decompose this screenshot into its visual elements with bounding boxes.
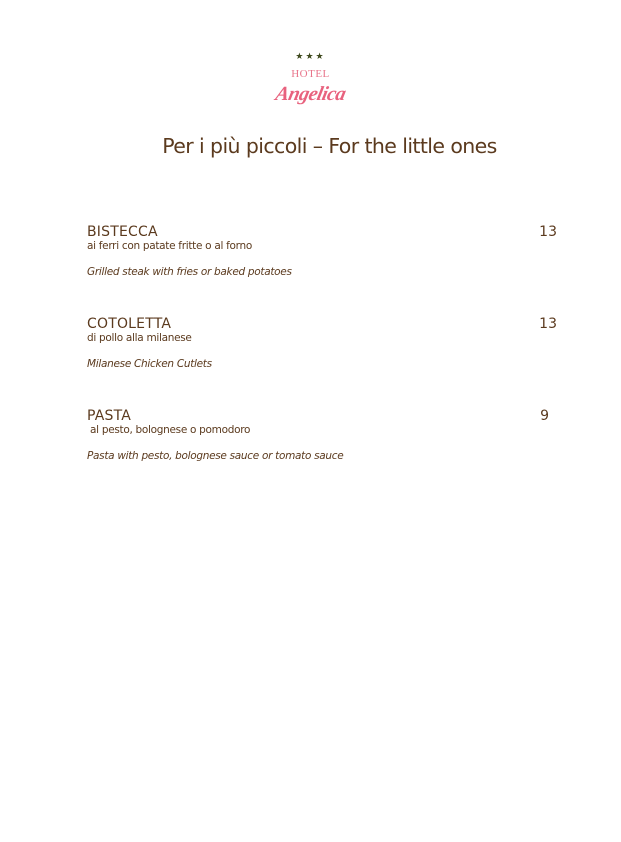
menu-item-pasta: [87, 408, 557, 463]
item-name: PASTA: [87, 408, 132, 424]
item-price: 13: [539, 224, 557, 240]
item-description-it: di pollo alla milanese: [87, 332, 192, 344]
menu-item-cotoletta: [87, 316, 557, 371]
item-description-it: al pesto, bolognese o pomodoro: [87, 424, 251, 436]
item-name: BISTECCA: [87, 224, 158, 240]
hotel-label: HOTEL: [291, 68, 330, 80]
hotel-name: Angelica: [273, 83, 348, 105]
item-description-en: Grilled steak with fries or baked potatoes: [87, 266, 292, 278]
stars-icon: ★★★: [295, 52, 326, 62]
page-title: Per i più piccoli – For the little ones: [162, 133, 497, 158]
menu-item-bistecca: [87, 224, 557, 279]
item-description-en: Milanese Chicken Cutlets: [87, 358, 212, 370]
item-description-en: Pasta with pesto, bolognese sauce or tomato sauce: [87, 450, 344, 462]
item-price: 9: [540, 408, 549, 424]
item-price: 13: [539, 316, 557, 332]
item-name: COTOLETTA: [87, 316, 172, 332]
item-description-it: ai ferri con patate fritte o al forno: [87, 240, 252, 252]
